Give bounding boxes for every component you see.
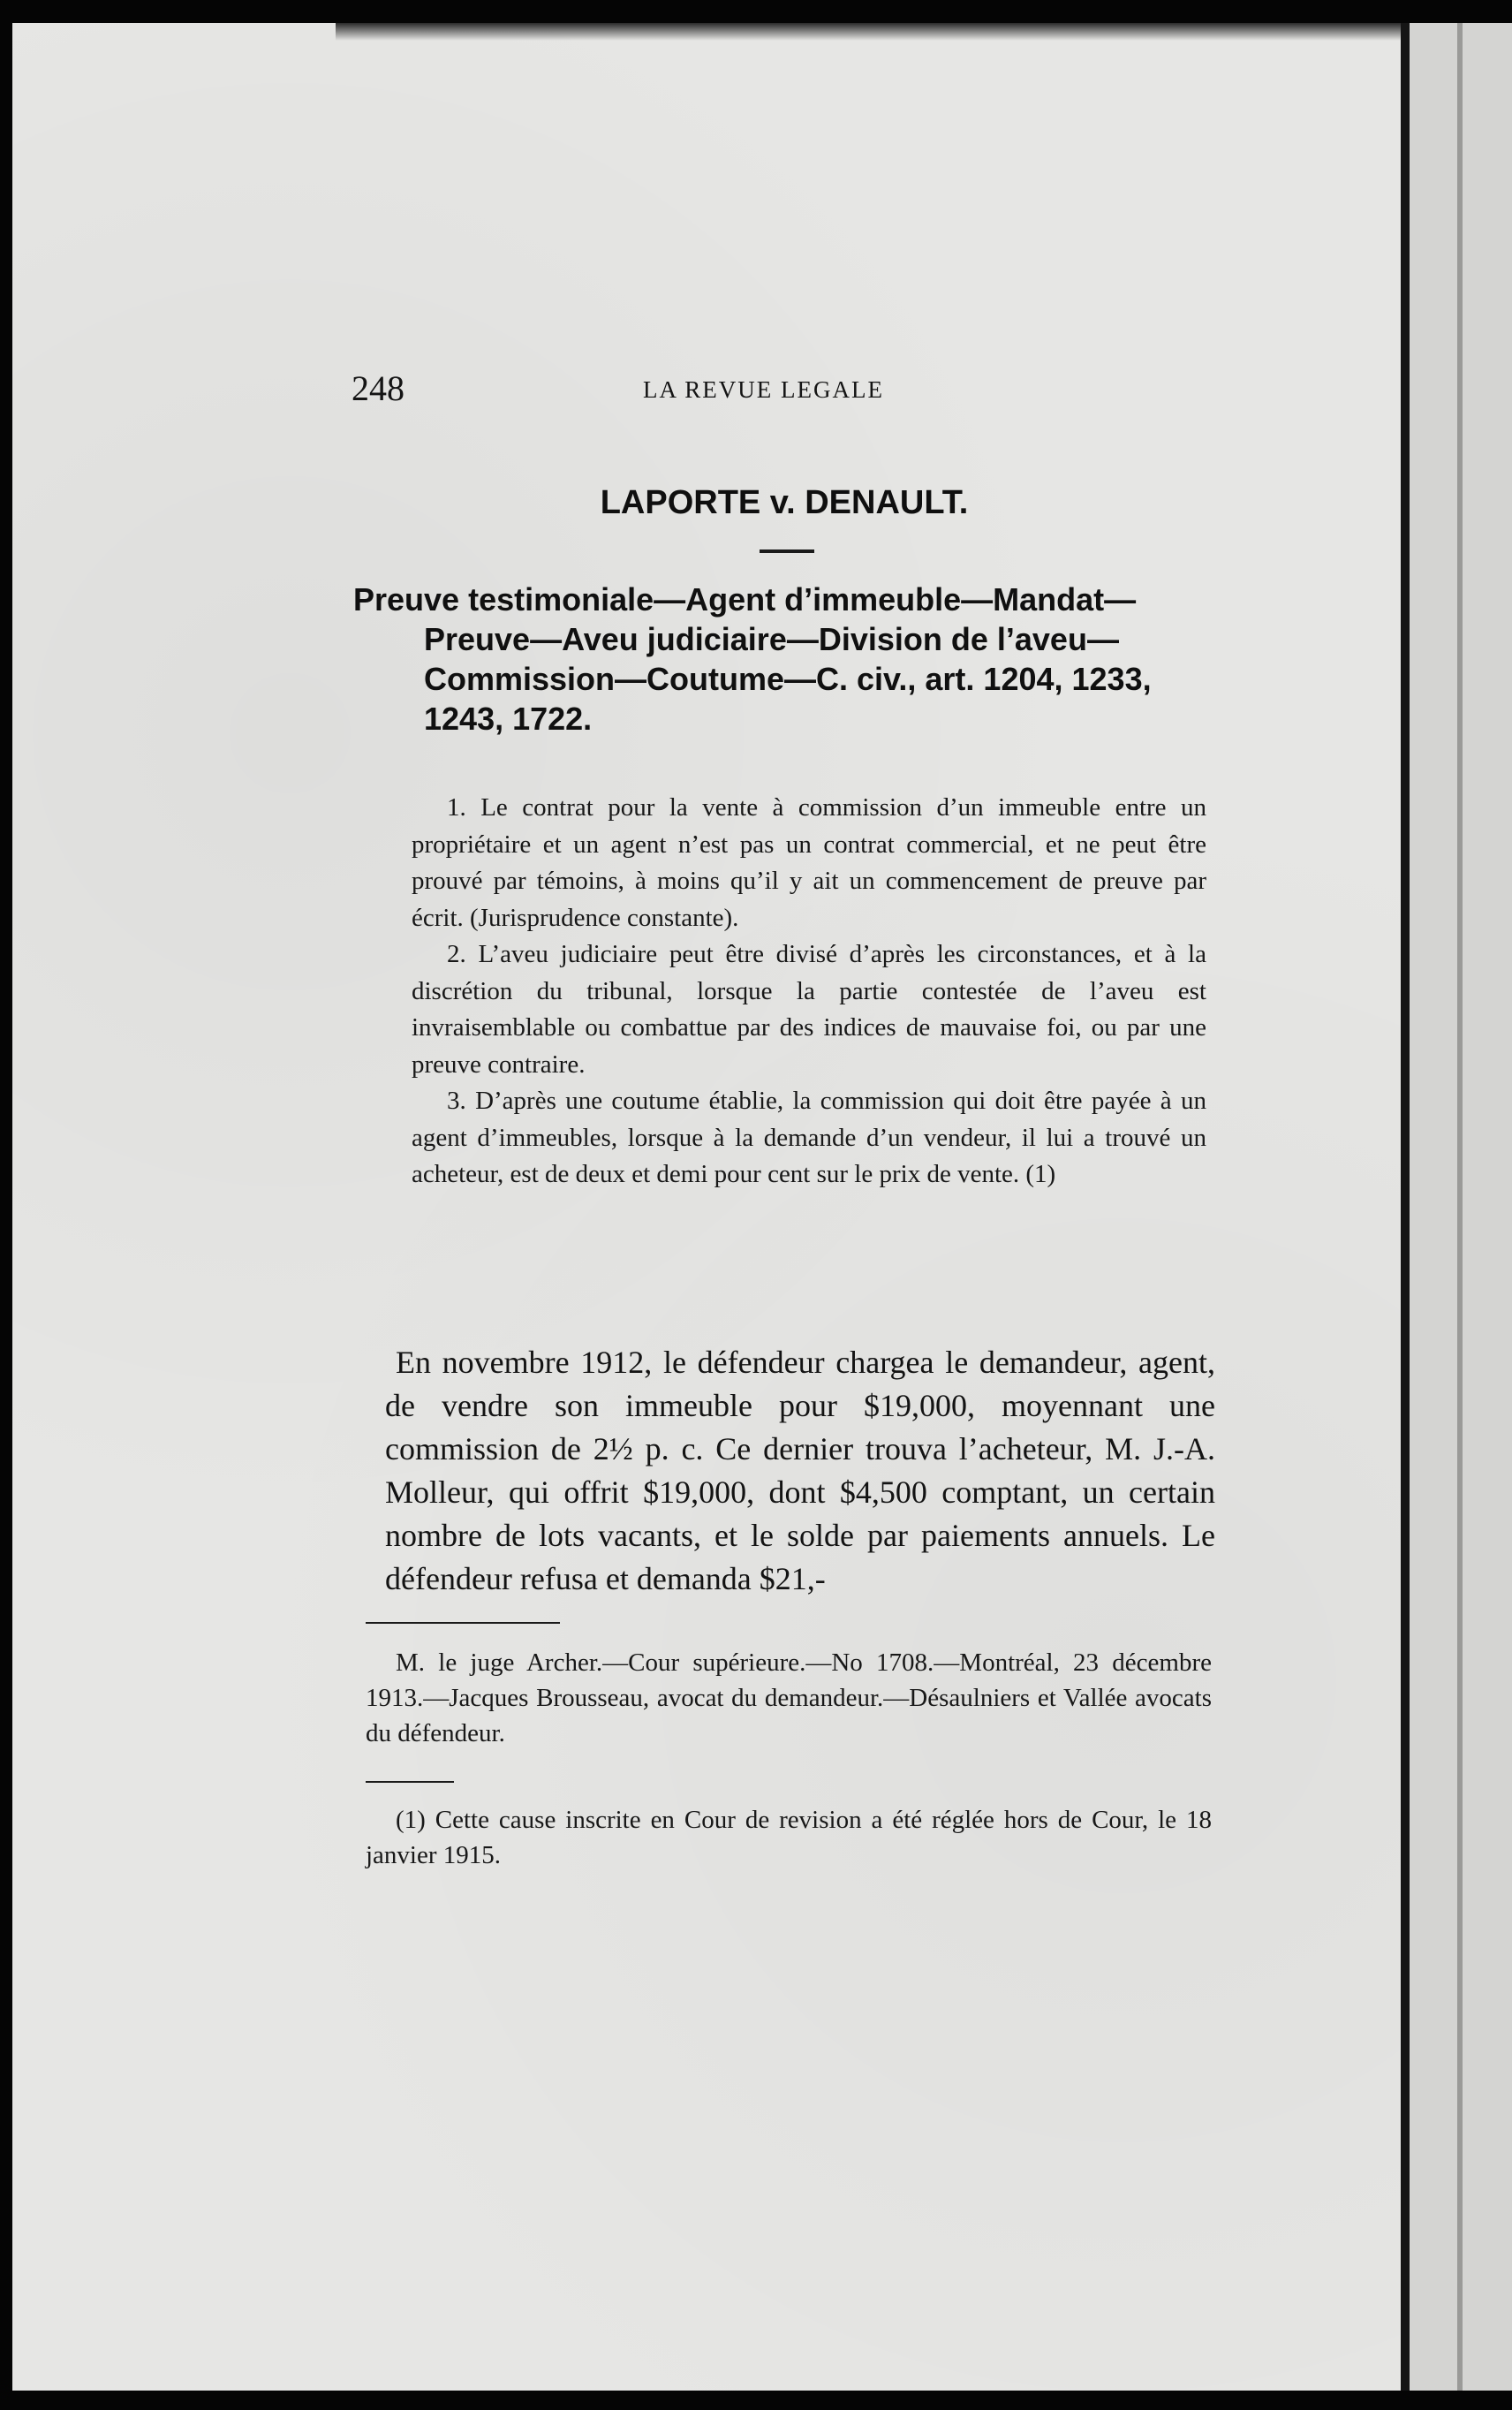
keyword-line: Preuve testimoniale—Agent d’immeuble—Mandat— [353,581,1137,618]
keyword-line: Commission—Coutume—C. civ., art. 1204, 1233, [424,661,1152,697]
keyword-line: Preuve—Aveu judiciaire—Division de l’aveu— [424,621,1119,657]
headnotes [412,790,1206,1194]
court-note-text: M. le juge Archer.—Cour supérieure.—No 1708.—Montréal, 23 décembre 1913.—Jacques Brousseau, avocat du demandeur.—Désaulniers et Vallée avocats du défendeur. [366,1648,1212,1747]
page-number: 248 [352,368,404,408]
footnote [366,1802,1212,1873]
case-keywords [353,580,1206,739]
footnote-text: (1) Cette cause inscrite en Cour de revision a été réglée hors de Cour, le 18 janvier 1915. [366,1806,1212,1869]
headnote-3: 3. D’après une coutume établie, la commission qui doit être payée à un agent d’immeubles, lorsque à la demande d’un vendeur, il lui a trouvé un acheteur, est de deux et demi pour cent sur le prix de vente. (1) [412,1087,1206,1188]
page-fold-line [1457,23,1463,2391]
keyword-line: 1243, 1722. [424,701,593,737]
court-note [366,1645,1212,1751]
body-paragraph: En novembre 1912, le défendeur chargea le demandeur, agent, de vendre son immeuble pour $19,000, moyennant une commission de 2½ p. c. Ce dernier trouva l’acheteur, M. J.-A. Molleur, qui offrit $19,000, dont $4,500 comptant, un certain nombre de lots vacants, et le solde par paiements annuels. Le défendeur refusa et demanda $21,- [385,1345,1215,1596]
page-top-shadow [336,23,1448,41]
running-head: LA REVUE LEGALE [643,376,884,403]
footnote-separator [366,1622,560,1624]
case-title: LAPORTE v. DENAULT. [600,484,969,521]
footnote-separator-short [366,1781,454,1783]
headnote-1: 1. Le contrat pour la vente à commission d’un immeuble entre un propriétaire et un agent n’est pas un contrat commercial, et ne peut être prouvé par témoins, à moins qu’il y ait un commencement de preuve par écrit. (Jurisprudence constante). [412,793,1206,932]
adjacent-page-edge [1401,23,1512,2391]
body-text [385,1341,1215,1601]
headnote-2: 2. L’aveu judiciaire peut être divisé d’après les circonstances, et à la discrétion du tribunal, lorsque la partie contestée de l’aveu est invraisemblable ou combattue par des indices de mauvaise foi, ou par une preuve contraire. [412,940,1206,1079]
page-header [352,368,1217,415]
title-rule [760,549,814,553]
